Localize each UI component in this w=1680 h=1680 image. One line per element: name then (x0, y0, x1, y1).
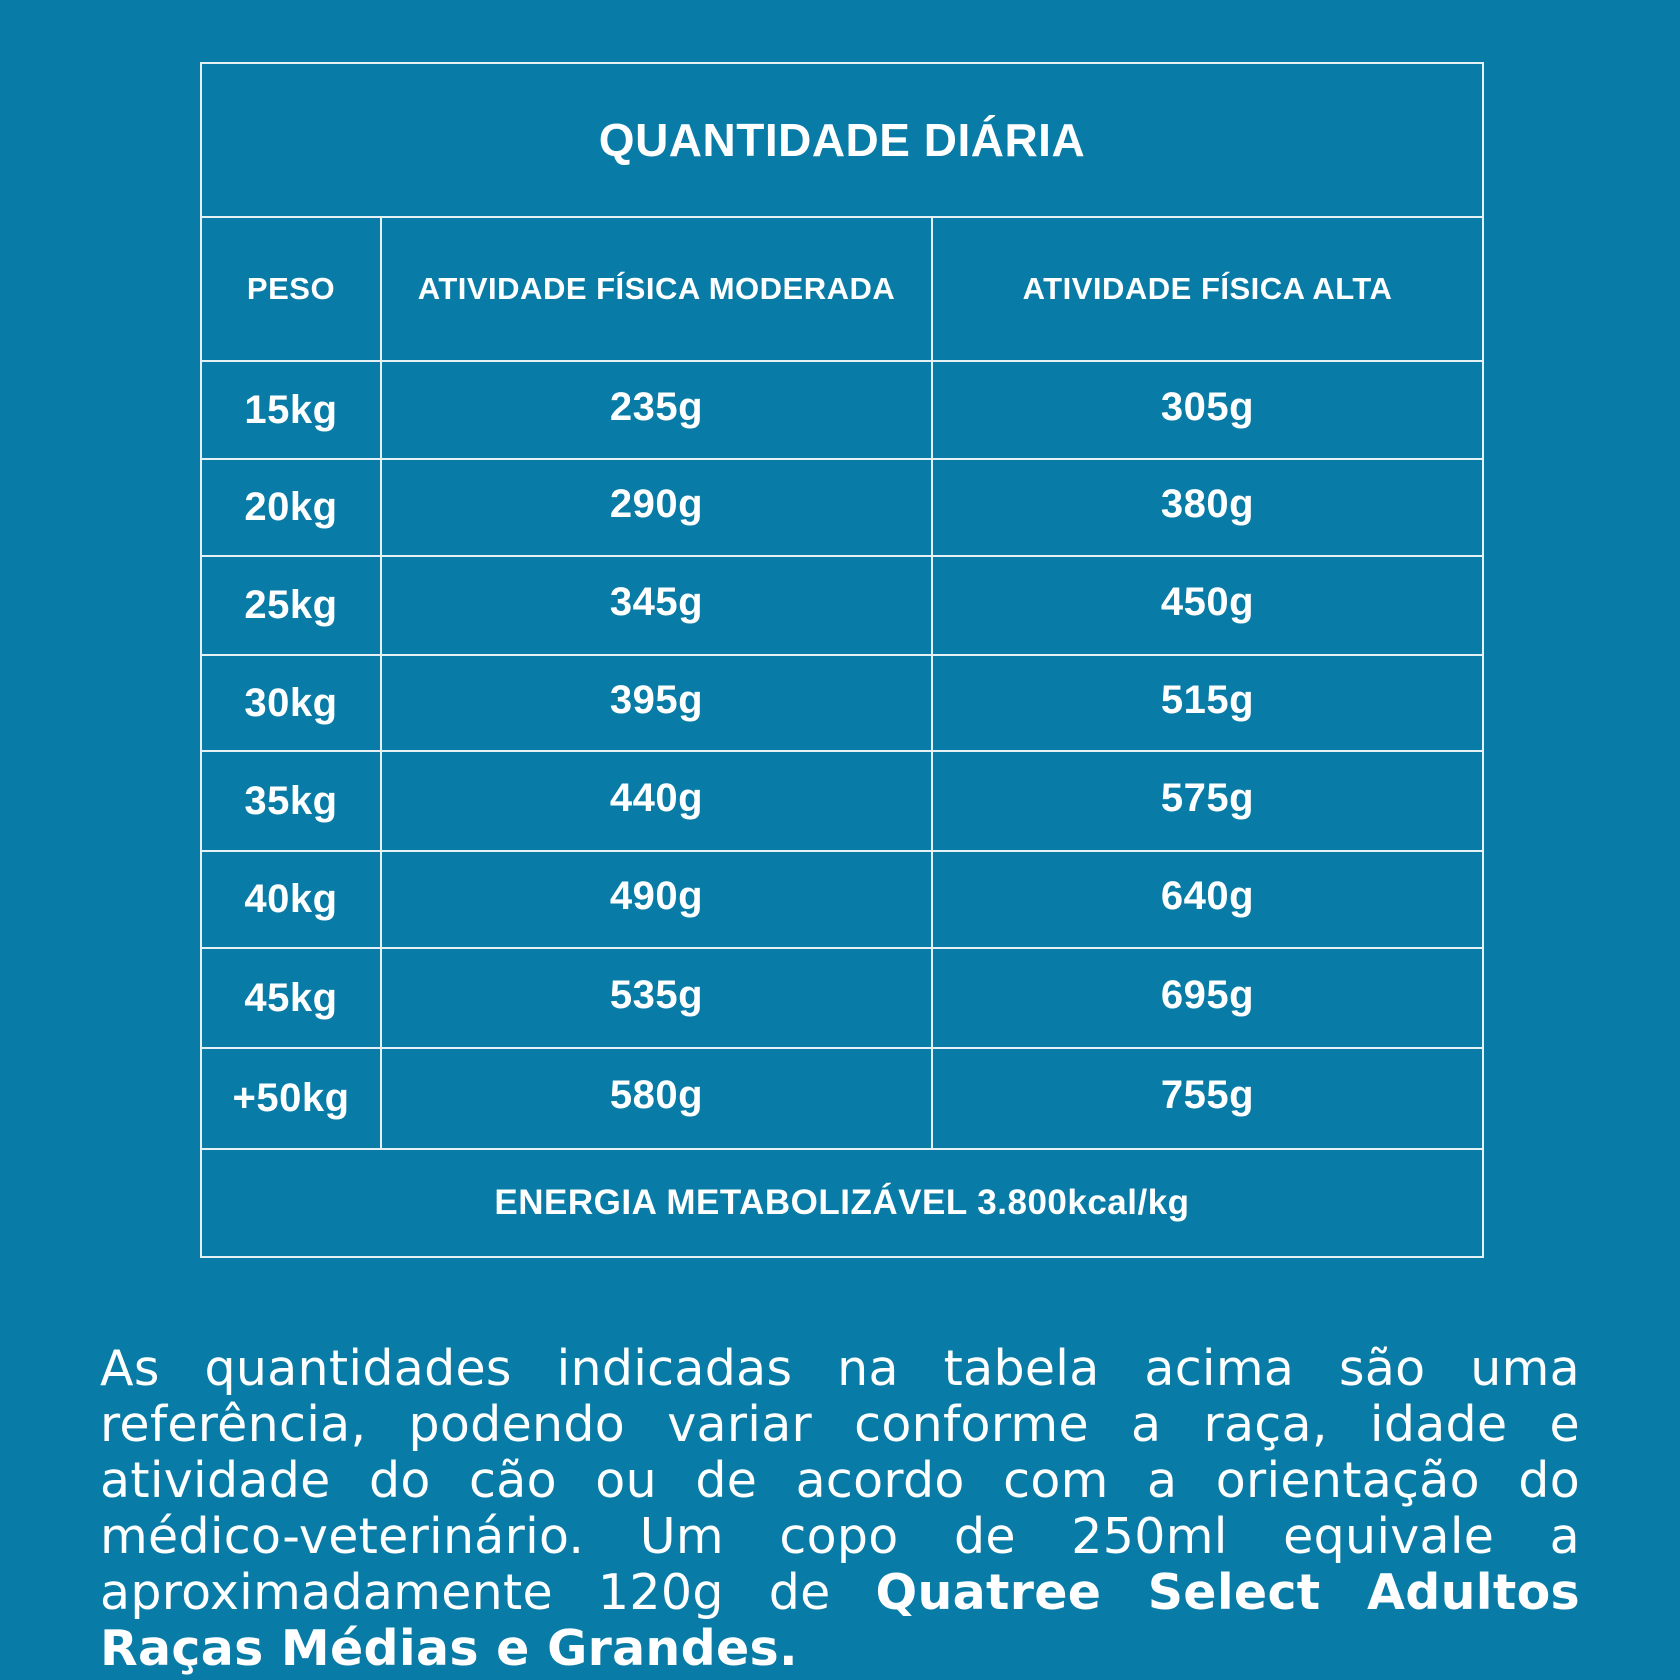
moderate-cell: 535g (609, 972, 704, 1017)
high-cell: 515g (1160, 677, 1255, 722)
weight-cell: 30kg (244, 680, 338, 725)
weight-cell: 35kg (244, 778, 338, 823)
high-cell: 695g (1160, 972, 1255, 1017)
moderate-cell: 580g (609, 1073, 704, 1117)
header-high-activity: ATIVIDADE FÍSICA ALTA (1022, 271, 1393, 306)
weight-cell: 40kg (244, 877, 338, 921)
moderate-cell: 440g (609, 775, 704, 820)
weight-cell: 20kg (244, 485, 338, 529)
table-title: QUANTIDADE DIÁRIA (598, 114, 1086, 166)
table-footer: ENERGIA METABOLIZÁVEL 3.800kcal/kg (494, 1183, 1190, 1222)
moderate-cell: 490g (609, 874, 704, 918)
moderate-cell: 395g (609, 677, 704, 722)
high-cell: 640g (1160, 874, 1255, 918)
weight-cell: 25kg (244, 583, 338, 627)
weight-cell: 15kg (244, 387, 338, 432)
high-cell: 575g (1160, 775, 1255, 820)
high-cell: 450g (1160, 580, 1255, 624)
note-text: As quantidades indicadas na tabela acima são uma referência, podendo variar conforme a raça, idade e atividade do cão ou de acordo com a orientação do médico-veterinário. Um copo de 250ml equivale a aproximadamente 120g de (100, 1340, 1580, 1621)
high-cell: 755g (1160, 1073, 1255, 1117)
feeding-note (100, 1341, 1580, 1677)
feeding-table (200, 62, 1484, 1258)
weight-cell: +50kg (232, 1076, 350, 1120)
moderate-cell: 345g (609, 580, 704, 624)
header-weight: PESO (246, 271, 336, 306)
weight-cell: 45kg (244, 975, 338, 1020)
moderate-cell: 235g (609, 384, 704, 429)
high-cell: 380g (1160, 482, 1255, 526)
high-cell: 305g (1160, 384, 1255, 429)
product-name: Quatree Select Adultos Raças Médias e Grandes. (100, 1564, 1580, 1677)
moderate-cell: 290g (609, 482, 704, 526)
header-moderate-activity: ATIVIDADE FÍSICA MODERADA (417, 271, 896, 306)
